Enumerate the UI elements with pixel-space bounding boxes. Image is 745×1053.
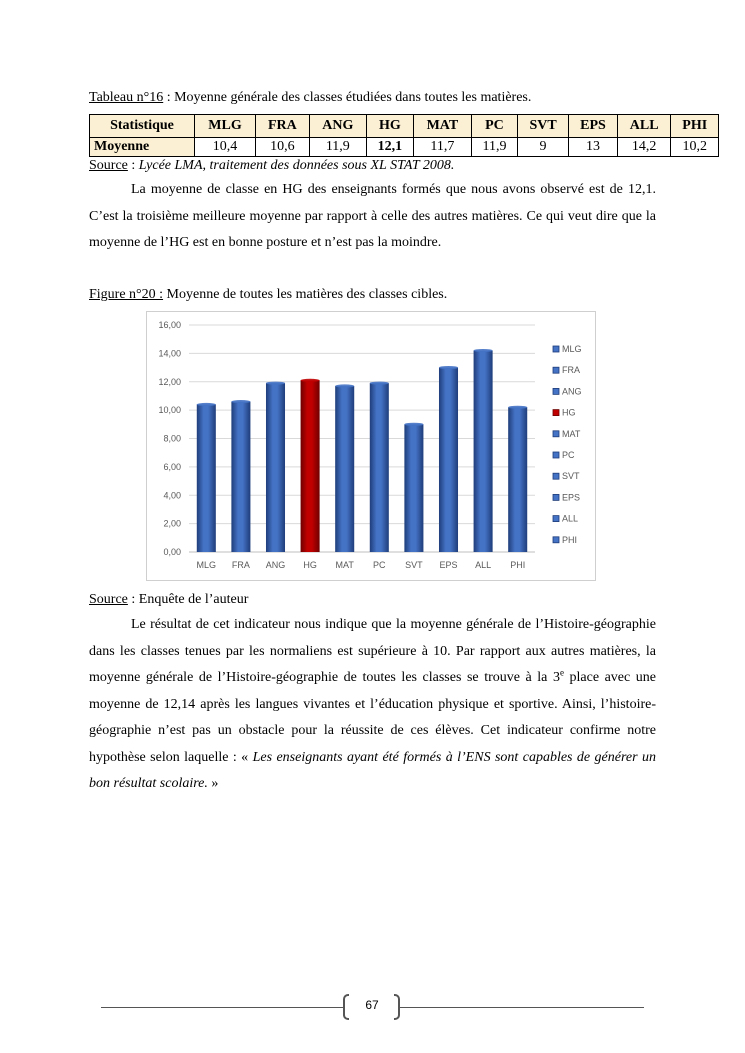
page-number: 67 <box>365 998 379 1012</box>
header-cell: MLG <box>195 115 256 138</box>
paragraph-2-quote: Les enseignants ayant été formés à l’ENS sont capables de générer un bon résultat scolaire. <box>89 749 656 791</box>
paragraph-1 <box>89 177 656 257</box>
legend-swatch-svt <box>553 473 559 479</box>
bar-hg <box>301 380 320 552</box>
table-caption-text: : Moyenne générale des classes étudiées dans toutes les matières. <box>163 90 532 105</box>
value-cell: 11,9 <box>471 138 517 157</box>
bar-top-all <box>474 349 493 352</box>
bar-ang <box>266 383 285 552</box>
table-source-label: Source <box>89 158 128 173</box>
header-cell: HG <box>367 115 414 138</box>
x-tick-label: ALL <box>475 560 492 570</box>
legend-swatch-pc <box>553 452 559 458</box>
x-tick-label: FRA <box>231 560 250 570</box>
table-source-text: Lycée LMA, traitement des données sous XL STAT 2008. <box>138 158 455 173</box>
legend-swatch-fra <box>553 367 559 373</box>
legend-label: HG <box>562 407 576 418</box>
paragraph-1-text: La moyenne de classe en HG des enseignants formés que nous avons observé est de 12,1. C’est la troisième meilleure moyenne par rapport à celle des autres matières. Ce qui veut dire que la moyenne de l’HG est en bonne posture et n’est pas la moindre. <box>89 182 656 250</box>
table-header-row <box>90 115 719 138</box>
legend-label: ANG <box>562 386 582 397</box>
table-row <box>90 138 719 157</box>
legend-swatch-hg <box>553 410 559 416</box>
legend-label: EPS <box>562 492 581 503</box>
header-cell: ANG <box>309 115 366 138</box>
footer-rule-left <box>101 1007 343 1008</box>
bar-mat <box>335 386 354 552</box>
table-source <box>89 157 454 175</box>
figure-caption-text: Moyenne de toutes les matières des classes cibles. <box>163 287 448 302</box>
legend-label: PHI <box>562 534 578 545</box>
figure-caption <box>89 286 447 304</box>
table-caption <box>89 89 531 107</box>
header-cell: ALL <box>617 115 671 138</box>
paragraph-2 <box>89 612 656 798</box>
legend-swatch-mlg <box>553 346 559 352</box>
paragraph-2-part2: place avec une moyenne de 12,14 après les langues vivantes et l’éducation physique et sportive. Ainsi, l’histoire-géographie n’est pas un obstacle pour la réussite de ces élèves. Cet indicateur confirme notre hypothèse selon laquelle : « <box>89 670 657 765</box>
bar-phi <box>508 407 527 552</box>
legend-label: ALL <box>562 513 579 524</box>
value-cell: 10,2 <box>671 138 719 157</box>
bar-all <box>474 351 493 552</box>
value-cell: 10,4 <box>195 138 256 157</box>
header-cell: MAT <box>413 115 471 138</box>
legend-swatch-phi <box>553 537 559 543</box>
row-label-moyenne: Moyenne <box>90 138 195 157</box>
figure-source <box>89 591 248 609</box>
bar-pc <box>370 383 389 552</box>
y-tick-label: 16,00 <box>158 320 181 330</box>
x-tick-label: PHI <box>510 560 526 570</box>
value-cell: 14,2 <box>617 138 671 157</box>
header-cell: PHI <box>671 115 719 138</box>
header-cell: EPS <box>569 115 618 138</box>
figure-source-label: Source <box>89 592 128 607</box>
value-cell: 9 <box>517 138 568 157</box>
figure-source-text: : Enquête de l’auteur <box>127 592 249 607</box>
bar-top-hg <box>301 379 320 382</box>
bar-chart <box>146 311 596 581</box>
x-tick-label: EPS <box>439 560 458 570</box>
y-tick-label: 0,00 <box>163 547 181 557</box>
y-tick-label: 4,00 <box>163 490 181 501</box>
header-cell: SVT <box>517 115 568 138</box>
bar-eps <box>439 368 458 552</box>
legend-label: SVT <box>562 471 580 482</box>
bar-top-mlg <box>197 403 216 406</box>
value-cell: 13 <box>569 138 618 157</box>
bar-mlg <box>197 404 216 552</box>
chart-canvas <box>147 312 595 580</box>
x-tick-label: PC <box>373 560 386 570</box>
bar-svt <box>404 424 423 552</box>
y-tick-label: 14,00 <box>158 348 181 359</box>
bar-top-mat <box>335 384 354 387</box>
x-tick-label: SVT <box>405 560 423 570</box>
y-tick-label: 6,00 <box>163 461 181 472</box>
header-cell: FRA <box>256 115 310 138</box>
x-tick-label: ANG <box>265 560 286 570</box>
bar-top-pc <box>370 382 389 385</box>
legend-label: PC <box>562 450 575 460</box>
x-tick-label: MAT <box>335 560 354 570</box>
bar-top-fra <box>231 400 250 403</box>
y-tick-label: 2,00 <box>163 518 181 529</box>
y-tick-label: 12,00 <box>158 376 181 387</box>
footer-brace-right <box>394 994 400 1020</box>
y-tick-label: 10,00 <box>158 405 181 416</box>
value-cell: 11,9 <box>309 138 366 157</box>
legend-label: MAT <box>562 428 581 439</box>
paragraph-2-end: » <box>207 776 219 791</box>
paragraph-2-part1: Le résultat de cet indicateur nous indique que la moyenne générale de l’Histoire-géographie dans les classes tenues par les normaliens est supérieure à 10. Par rapport aux autres matières, la moyenne générale de l’Histoire-géographie de toutes les classes se trouve à la <box>89 617 656 685</box>
footer-rule-right <box>400 1007 644 1008</box>
x-tick-label: HG <box>303 560 317 570</box>
legend-swatch-ang <box>553 388 559 394</box>
bar-top-svt <box>404 423 423 426</box>
bar-top-phi <box>508 406 527 409</box>
header-cell: PC <box>471 115 517 138</box>
ordinal-suffix: e <box>559 667 564 678</box>
bar-fra <box>231 402 250 552</box>
value-cell: 10,6 <box>256 138 310 157</box>
stats-table <box>89 114 719 157</box>
legend-label: MLG <box>562 344 582 354</box>
bar-top-eps <box>439 366 458 369</box>
legend-swatch-eps <box>553 494 559 500</box>
table-source-sep: : <box>127 158 139 173</box>
legend-label: FRA <box>562 365 580 376</box>
bar-top-ang <box>266 382 285 385</box>
header-statistique: Statistique <box>90 115 195 138</box>
figure-caption-label: Figure n°20 : <box>89 287 164 302</box>
legend-swatch-all <box>553 516 559 522</box>
ordinal-number: 3 <box>552 670 560 685</box>
x-tick-label: MLG <box>196 560 217 570</box>
value-cell-hg: 12,1 <box>367 138 414 157</box>
table-caption-label: Tableau n°16 <box>89 90 164 105</box>
legend-swatch-mat <box>553 431 559 437</box>
y-tick-label: 8,00 <box>163 433 181 444</box>
footer-brace-left <box>343 994 349 1020</box>
value-cell: 11,7 <box>413 138 471 157</box>
